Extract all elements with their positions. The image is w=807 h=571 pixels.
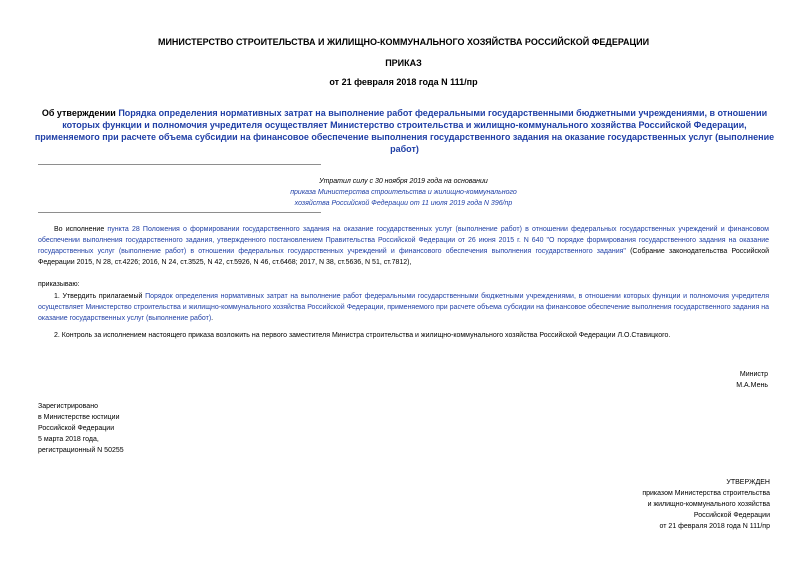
ministry-heading: МИНИСТЕРСТВО СТРОИТЕЛЬСТВА И ЖИЛИЩНО-КОММУНАЛЬНОГО ХОЗЯЙСТВА РОССИЙСКОЙ ФЕДЕРАЦИИ	[157, 37, 650, 47]
registration-line5: регистрационный N 50255	[38, 447, 124, 454]
registration-line2: в Министерстве юстиции	[38, 414, 120, 421]
doc-type-heading: ПРИКАЗ	[385, 58, 422, 68]
registration-line1: Зарегистрировано	[38, 403, 98, 410]
doc-date-heading: от 21 февраля 2018 года N 111/пр	[329, 77, 478, 87]
expiry-note-link-line2[interactable]: приказа Министерства строительства и жилищно-коммунального	[290, 189, 517, 196]
registration-block	[38, 401, 124, 456]
expiry-note	[0, 176, 807, 209]
preamble-link[interactable]: пункта 28 Положения о формировании государственного задания на оказание государственных услуг (выполнение работ) в отношении федеральных государственных учреждений и финансовом обеспечении выполнения государственного задания, утвержденного постановлением Правительства Российской Федерации от 26 июня 2015 г. N 640 "О порядке формирования государственного задания на оказание государственных услуг (выполнение работ) в отношении федеральных государственных учреждений и финансового обеспечения выполнения государственного задания"	[38, 226, 769, 255]
item1-paragraph	[38, 291, 769, 324]
item1-text1: 1. Утвердить прилагаемый	[54, 293, 146, 300]
approval-line1: УТВЕРЖДЕН	[726, 479, 770, 486]
preamble-text2: (Собрание законодательства Российской Федерации 2015, N 28, ст.4226; 2016, N 24, ст.3525, N 42, ст.5926, N 46, ст.6468; 2017, N 38, ст.5636, N 51, ст.7812),	[38, 248, 770, 266]
item1-text2: .	[211, 315, 214, 322]
title-link[interactable]: Порядка определения нормативных затрат на выполнение работ федеральными государственными бюджетными учреждениями, в отношении которых функции и полномочия учредителя осуществляет Министерство строительства и жилищно-коммунального хозяйства Российской Федерации, применяемого при расчете объема субсидии на финансовое обеспечение выполнения государственного задания на оказание государственных услуг (выполнение работ)	[34, 108, 775, 154]
document-title	[32, 107, 777, 155]
preamble-paragraph	[38, 224, 769, 268]
preamble-text1: Во исполнение	[54, 226, 108, 233]
approval-line4: Российской Федерации	[693, 512, 770, 519]
signature-position: Министр	[739, 371, 768, 378]
approval-line3: и жилищно-коммунального хозяйства	[647, 501, 770, 508]
order-word: приказываю:	[38, 281, 80, 288]
signature-name: М.А.Мень	[736, 382, 768, 389]
divider-top	[38, 164, 321, 165]
signature-block	[736, 369, 768, 391]
registration-line4: 5 марта 2018 года,	[38, 436, 99, 443]
approval-line5: от 21 февраля 2018 года N 111/пр	[659, 523, 770, 530]
expiry-note-link-line3[interactable]: хозяйства Российской Федерации от 11 июля 2019 года N 396/пр	[294, 200, 513, 207]
expiry-note-line1: Утратил силу с 30 ноября 2019 года на основании	[319, 178, 488, 185]
approval-block	[550, 477, 770, 532]
item2-paragraph: 2. Контроль за исполнением настоящего приказа возложить на первого заместителя Министра строительства и жилищно-коммунального хозяйства Российской Федерации Л.О.Ставицкого.	[54, 332, 671, 339]
title-prefix: Об утверждении	[41, 108, 119, 118]
registration-line3: Российской Федерации	[38, 425, 115, 432]
approval-line2: приказом Министерства строительства	[642, 490, 770, 497]
item1-link[interactable]: Порядок определения нормативных затрат на выполнение работ федеральными государственными бюджетными учреждениями, в отношении которых функции и полномочия учредителя осуществляет Министерство строительства и жилищно-коммунального хозяйства Российской Федерации, применяемого при расчете объема субсидии на финансовое обеспечение выполнения государственного задания на оказание государственных услуг (выполнение работ)	[38, 293, 769, 322]
divider-bottom	[38, 212, 321, 213]
